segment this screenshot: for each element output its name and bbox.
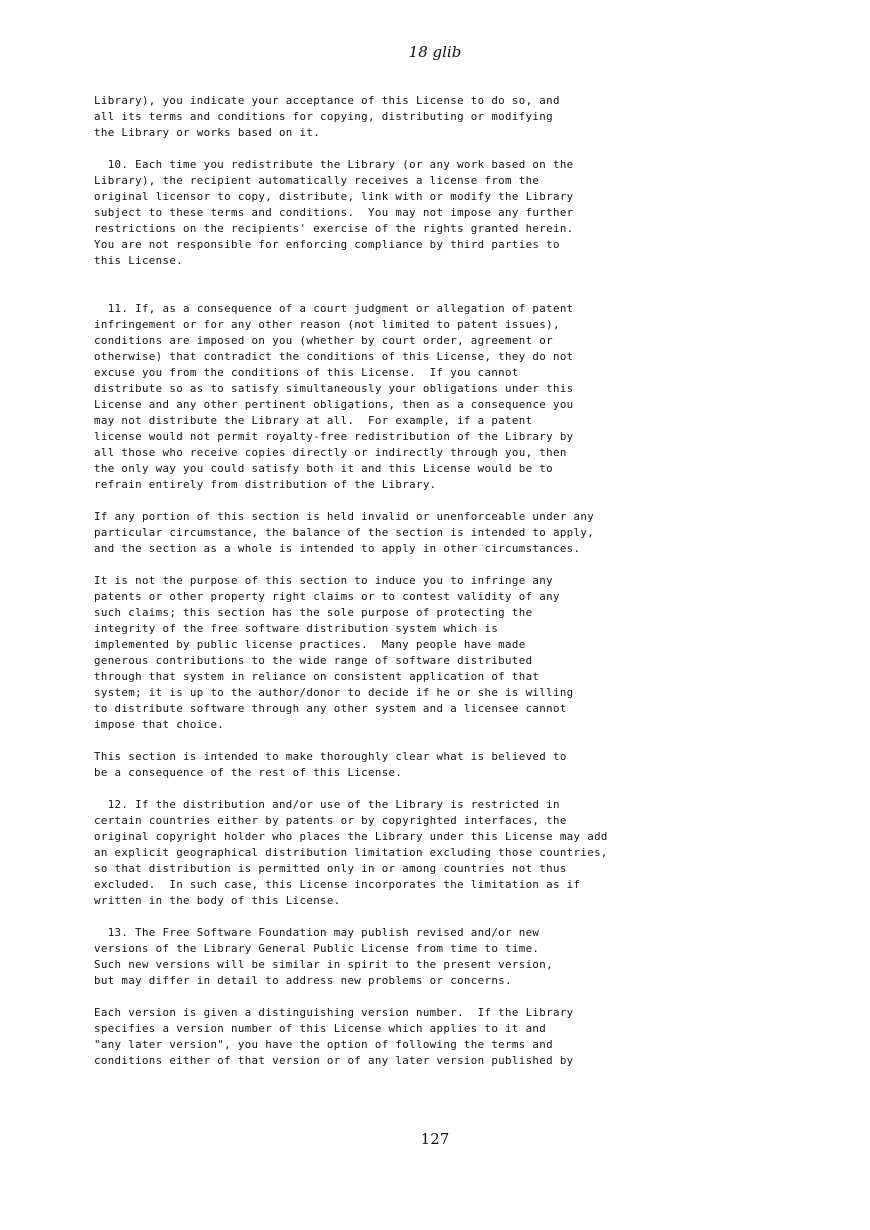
paragraph-acceptance-continuation: Library), you indicate your acceptance of this License to do so, and all its terms and conditions for copying, distributing or modifying the Library or works based on it.: [94, 94, 560, 139]
paragraph-gap: [94, 557, 794, 573]
paragraph-clarification: This section is intended to make thoroughly clear what is believed to be a consequence of the rest of this License.: [94, 750, 567, 779]
page-number: 127: [420, 1130, 450, 1148]
paragraph-gap: [94, 493, 794, 509]
running-header-title: 18 glib: [408, 43, 462, 61]
paragraph-invalid-portion: If any portion of this section is held invalid or unenforceable under any particular circumstance, the balance of the section is intended to apply, and the section as a whole is intended to apply in other circumstances.: [94, 510, 595, 555]
license-body-text: [94, 93, 794, 1069]
paragraph-section-13: 13. The Free Software Foundation may publish revised and/or new versions of the Library General Public License from time to time. Such new versions will be similar in spirit to the present version, but may differ in detail to address new problems or concerns.: [94, 926, 553, 987]
paragraph-section-10: 10. Each time you redistribute the Library (or any work based on the Library), the recipient automatically receives a license from the original licensor to copy, distribute, link with or modify the Library subject to these terms and conditions. You may not impose any further restrictions on the recipients' exercise of the rights granted herein. You are not responsible for enforcing compliance by third parties to this License.: [94, 158, 574, 267]
paragraph-gap: [94, 269, 794, 301]
paragraph-gap: [94, 733, 794, 749]
paragraph-gap: [94, 989, 794, 1005]
paragraph-version-number: Each version is given a distinguishing version number. If the Library specifies a version number of this License which applies to it and "any later version", you have the option of following the terms and conditions either of that version or of any later version published by: [94, 1006, 574, 1067]
paragraph-section-12: 12. If the distribution and/or use of the Library is restricted in certain countries either by patents or by copyrighted interfaces, the original copyright holder who places the Library under this License may add an explicit geographical distribution limitation excluding those countries, so that distribution is permitted only in or among countries not thus excluded. In such case, this License incorporates the limitation as if written in the body of this License.: [94, 798, 608, 907]
paragraph-gap: [94, 141, 794, 157]
paragraph-purpose: It is not the purpose of this section to induce you to infringe any patents or other property right claims or to contest validity of any such claims; this section has the sole purpose of protecting the integrity of the free software distribution system which is implemented by public license practices. Many people have made generous contributions to the wide range of software distributed through that system in reliance on consistent application of that system; it is up to the author/donor to decide if he or she is willing to distribute software through any other system and a licensee cannot impose that choice.: [94, 574, 574, 731]
paragraph-section-11: 11. If, as a consequence of a court judgment or allegation of patent infringement or for any other reason (not limited to patent issues), conditions are imposed on you (whether by court order, agreement or otherwise) that contradict the conditions of this License, they do not excuse you from the conditions of this License. If you cannot distribute so as to satisfy simultaneously your obligations under this License and any other pertinent obligations, then as a consequence you may not distribute the Library at all. For example, if a patent license would not permit royalty-free redistribution of the Library by all those who receive copies directly or indirectly through you, then the only way you could satisfy both it and this License would be to refrain entirely from distribution of the Library.: [94, 302, 574, 491]
paragraph-gap: [94, 781, 794, 797]
paragraph-gap: [94, 909, 794, 925]
